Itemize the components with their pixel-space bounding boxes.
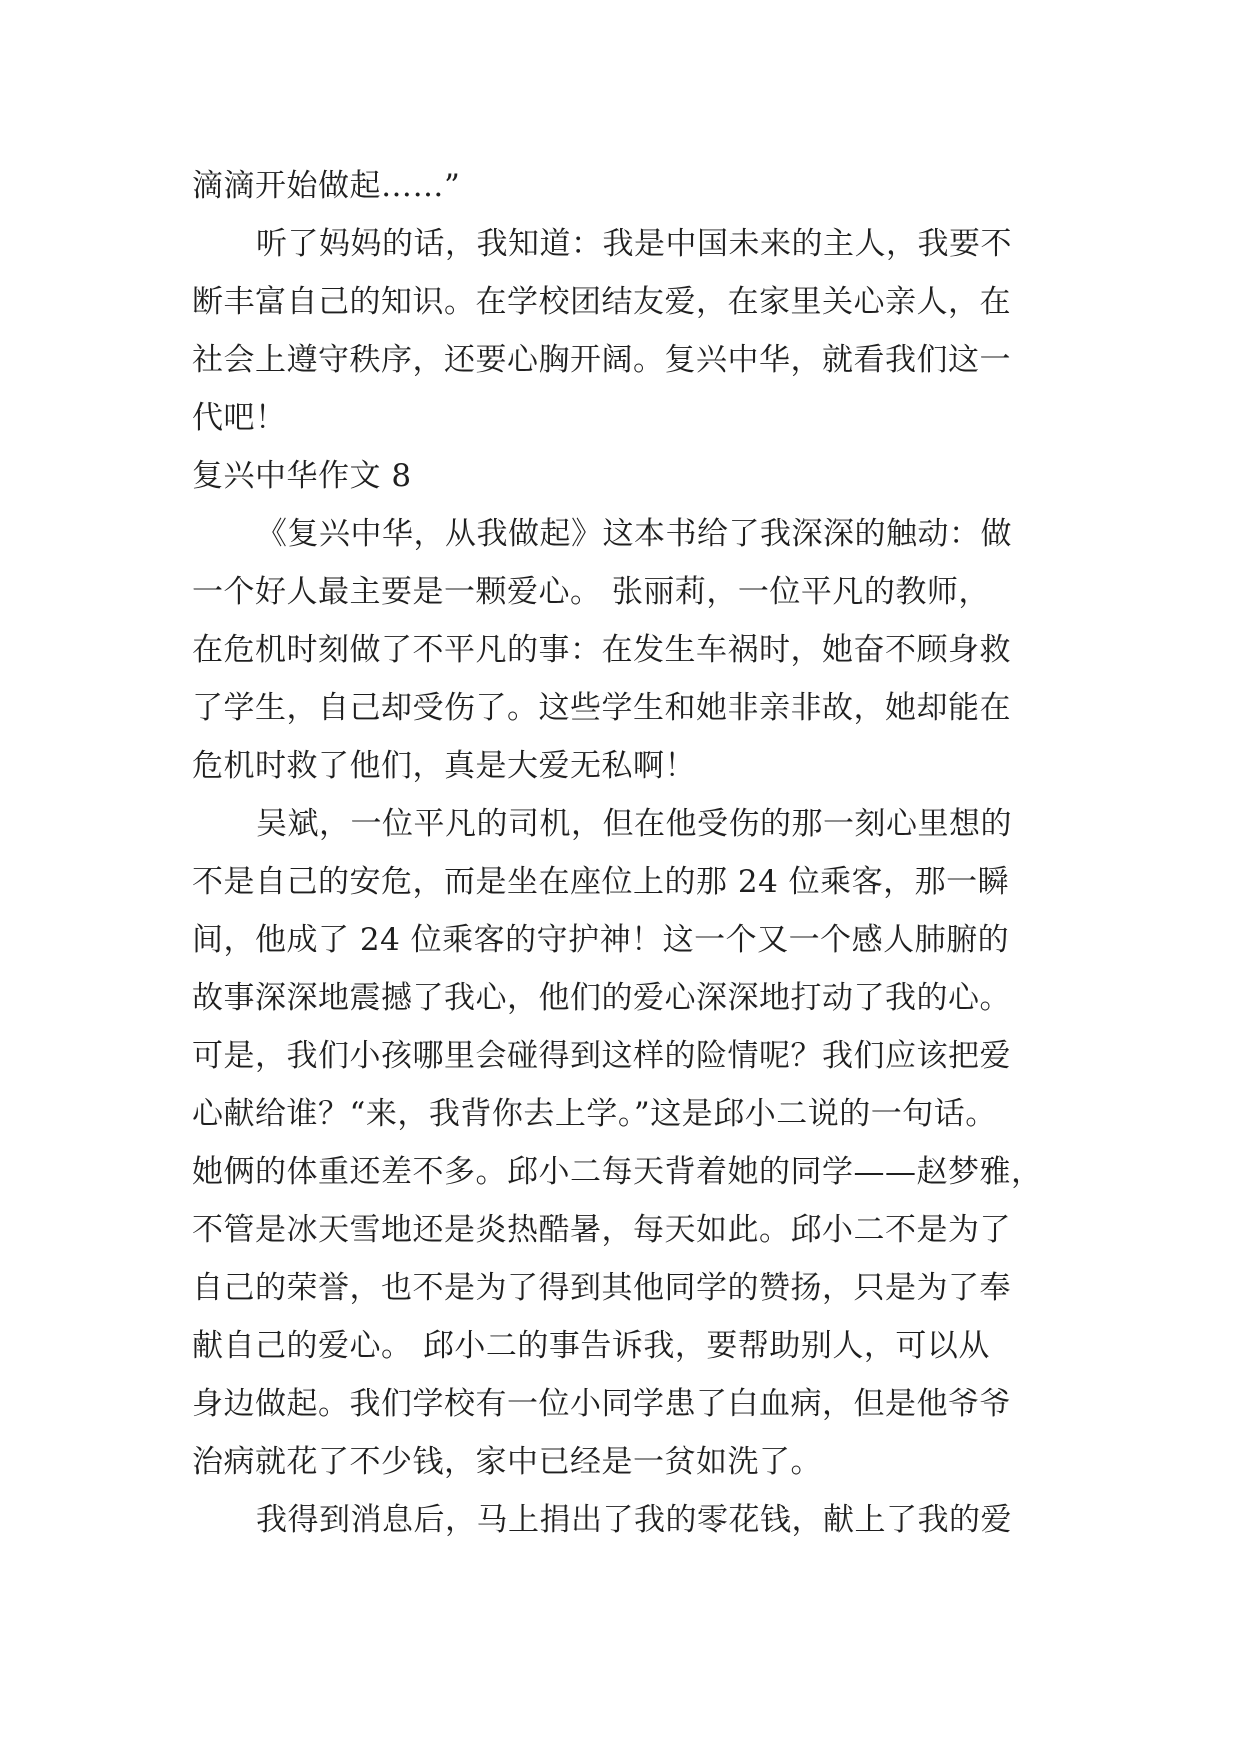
- paragraph-first-line: 吴斌，一位平凡的司机，但在他受伤的那一刻心里想的: [256, 806, 1012, 842]
- text-line: 献自己的爱心。 邱小二的事告诉我，要帮助别人，可以从: [192, 1328, 990, 1364]
- text-line: 断丰富自己的知识。在学校团结友爱，在家里关心亲人，在: [192, 284, 1011, 320]
- text-line: 危机时救了他们，真是大爱无私啊！: [192, 748, 696, 784]
- section-heading: 复兴中华作文 8: [192, 458, 412, 494]
- text-line: 心献给谁？“来，我背你去上学。”这是邱小二说的一句话。: [192, 1096, 997, 1132]
- text-line: 不管是冰天雪地还是炎热酷暑，每天如此。邱小二不是为了: [192, 1212, 1011, 1248]
- text-line: 社会上遵守秩序，还要心胸开阔。复兴中华，就看我们这一: [192, 342, 1011, 378]
- paragraph-first-line: 《复兴中华，从我做起》这本书给了我深深的触动：做: [256, 516, 1012, 552]
- text-line: 间，他成了 24 位乘客的守护神！这一个又一个感人肺腑的: [192, 922, 1010, 958]
- text-line: 她俩的体重还差不多。邱小二每天背着她的同学——赵梦雅，: [192, 1154, 1043, 1190]
- text-line: 治病就花了不少钱，家中已经是一贫如洗了。: [192, 1444, 822, 1480]
- paragraph-first-line: 听了妈妈的话，我知道：我是中国未来的主人，我要不: [256, 226, 1012, 262]
- text-line: 自己的荣誉，也不是为了得到其他同学的赞扬，只是为了奉: [192, 1270, 1011, 1306]
- text-line: 在危机时刻做了不平凡的事：在发生车祸时，她奋不顾身救: [192, 632, 1011, 668]
- text-line: 故事深深地震撼了我心，他们的爱心深深地打动了我的心。: [192, 980, 1011, 1016]
- text-line: 一个好人最主要是一颗爱心。 张丽莉，一位平凡的教师，: [192, 574, 990, 610]
- text-line: 滴滴开始做起……”: [192, 168, 461, 204]
- text-line: 身边做起。我们学校有一位小同学患了白血病，但是他爷爷: [192, 1386, 1011, 1422]
- text-line: 可是，我们小孩哪里会碰得到这样的险情呢？我们应该把爱: [192, 1038, 1011, 1074]
- text-line: 了学生，自己却受伤了。这些学生和她非亲非故，她却能在: [192, 690, 1011, 726]
- text-line: 代吧！: [192, 400, 287, 436]
- paragraph-first-line: 我得到消息后，马上捐出了我的零花钱，献上了我的爱: [256, 1502, 1012, 1538]
- text-line: 不是自己的安危，而是坐在座位上的那 24 位乘客，那一瞬: [192, 864, 1010, 900]
